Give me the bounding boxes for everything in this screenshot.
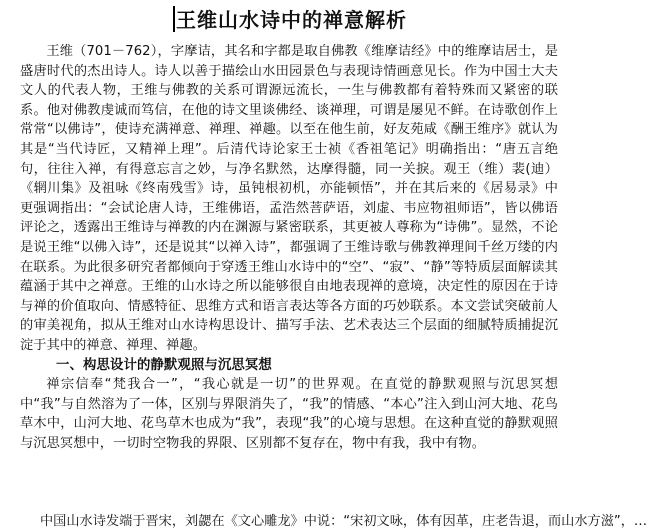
section-paragraph: 禅宗信奉“梵我合一”，“我心就是一切”的世界观。在直觉的静默观照与沉思冥想中“我”与自然溶为了一体，区别与界限消失了，“我”的情感、“本心”注入到山河大地、花鸟草木中，山河大地、花鸟草木也成为“我”，表现“我”的心境与思想。在这种直觉的静默观照与沉思冥想中，一切时空物我的界限、区别都不复存在，物中有我，我中有物。 xyxy=(20,377,558,451)
section-heading: 一、构思设计的静默观照与沉思冥想 xyxy=(56,357,272,373)
document-body xyxy=(20,42,558,453)
partial-line-text: 中国山水诗发端于晋宋，刘勰在《文心雕龙》中说：“宋初文咏，体有因革，庄老告退，而山水方滋”，… xyxy=(40,514,647,529)
intro-paragraph: 王维（701－762），字摩诘，其名和字都是取自佛教《维摩诘经》中的维摩诘居士，是盛唐时代的杰出诗人。诗人以善于描绘山水田园景色与表现诗情画意见长。作为中国士大夫文人的代表人物，王维与佛教的关系可谓源远流长，一生与佛教都有着特殊而又紧密的联系。他对佛教虔诚而笃信，在他的诗文里谈佛经、谈禅理，可谓是屡见不鲜。在诗歌创作上常常“以佛诗”，使诗充满禅意、禅理、禅趣。以至在他生前，好友苑咸《酬王维序》就认为其是“当代诗匠，又精禅上理”。后清代诗论家王士祯《香祖笔记》明确指出：“唐五言绝句，往往入禅，有得意忘言之妙，与净名默然，达摩得髓，同一关捩。观王（维）裴(迪）《辋川集》及祖咏《终南残雪》诗，虽钝根初机，亦能顿悟”，并在其后来的《居易录》中更强调指出：“会试论唐人诗，王维佛语，孟浩然菩萨语，刘虚、韦应物祖师语”，皆以佛语评论之，透露出王维诗与禅教的内在渊源与紧密联系，其更被人尊称为“诗佛”。显然，不论是说王维“以佛入诗”，还是说其“以禅入诗”，都强调了王维诗歌与佛教禅理间千丝万缕的内在联系。为此很多研究者都倾向于穿透王维山水诗中的“空”、“寂”、“静”等特质层面解读其蕴涵于其中之禅意。王维的山水诗之所以能够很自由地表现禅的意境，决定性的原因在于诗与禅的价值取向、情感特征、思维方式和语言表达等各方面的巧妙联系。本文尝试突破前人的审美视角，拟从王维对山水诗构思设计、描写手法、艺术表达三个层面的细腻特质捕捉沉淀于其中的禅意、禅理、禅趣。 xyxy=(20,44,558,353)
text-cursor xyxy=(173,6,175,32)
partial-next-line xyxy=(40,512,647,529)
page-title: 王维山水诗中的禅意解析 xyxy=(176,8,407,32)
